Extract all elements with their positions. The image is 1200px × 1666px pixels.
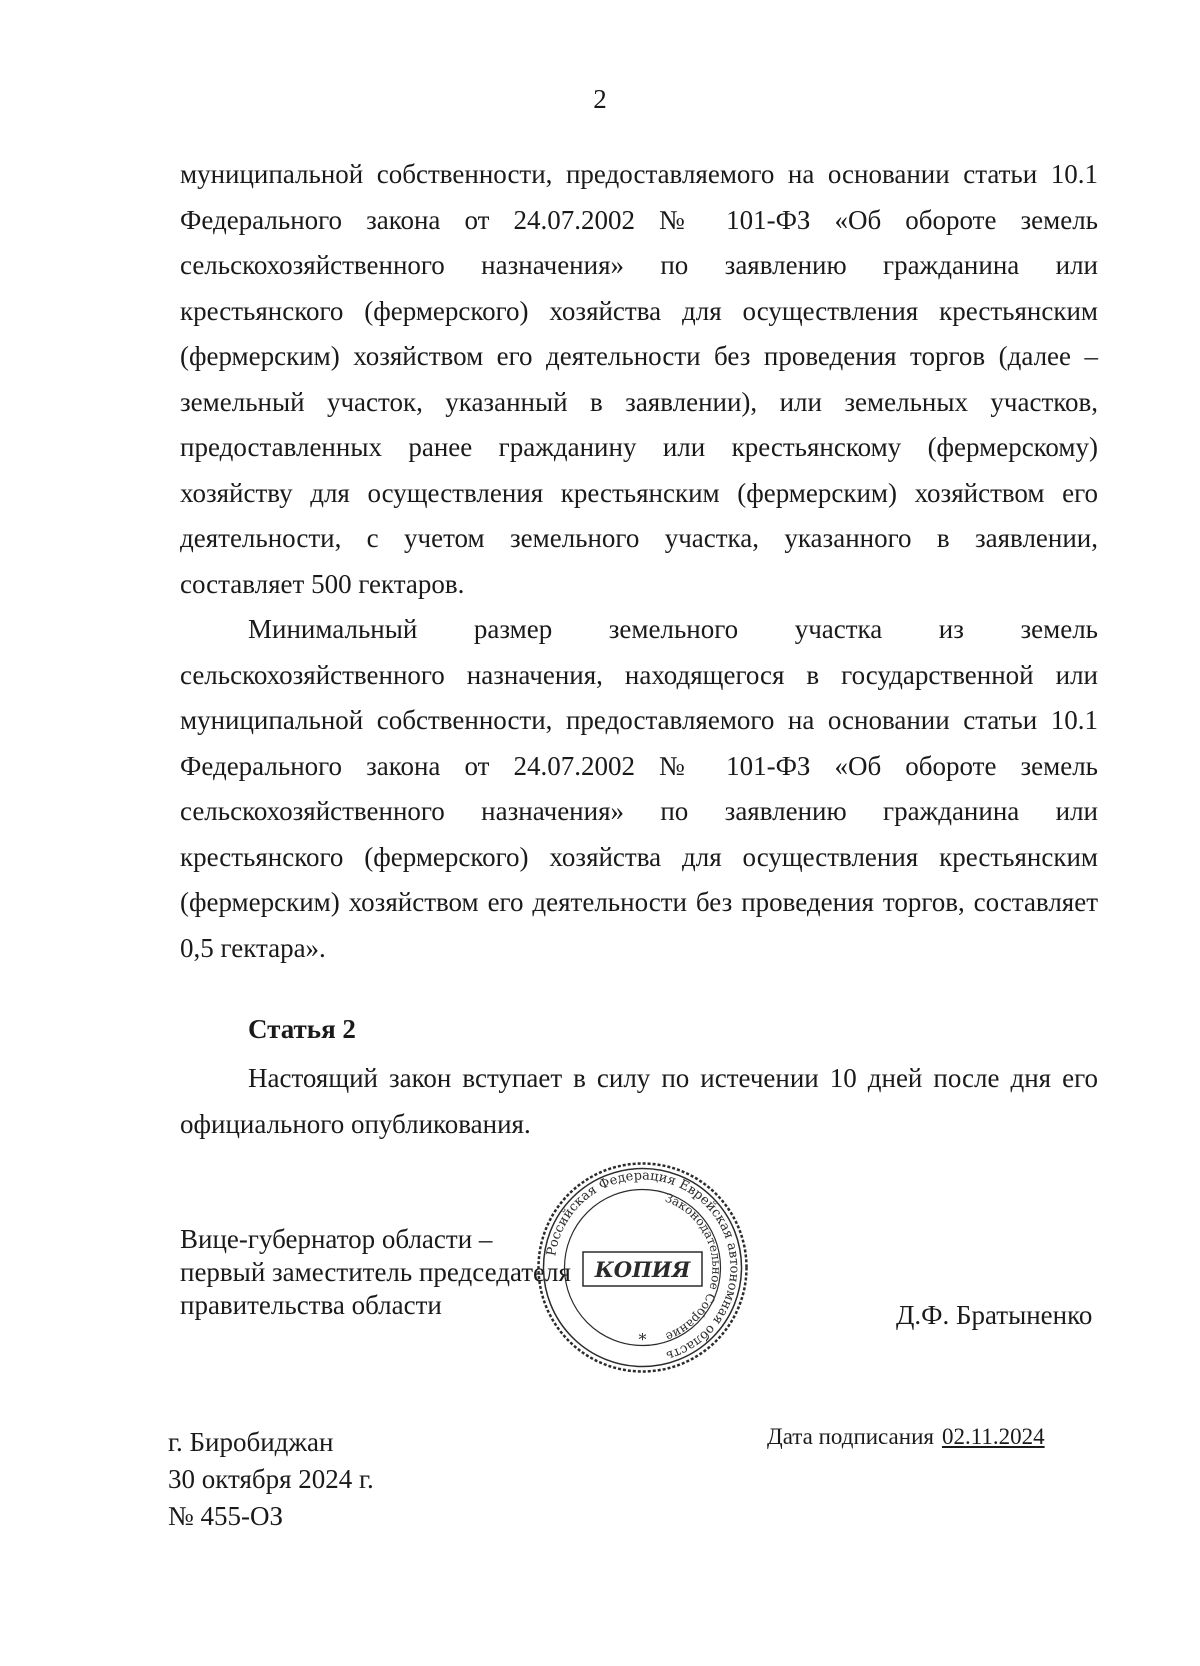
seal-inner-text: Законодательное Собрание bbox=[663, 1190, 724, 1345]
signer-title-line: первый заместитель председателя bbox=[180, 1257, 571, 1287]
signer-name: Д.Ф. Братыненко bbox=[896, 1300, 1093, 1330]
law-number: № 455-ОЗ bbox=[168, 1501, 284, 1531]
article-heading: Статья 2 bbox=[248, 1014, 356, 1044]
seal-star: * bbox=[638, 1330, 647, 1349]
paragraph-minimum-size: Минимальный размер земельного участка из земель сельскохозяйственного назначения, находящегося в государственной или муниципальной собственности, предоставляемого на основании статьи 10.1 Федерального закона от 24.07.2002 № 101-ФЗ «Об обороте земель сельскохозяйственного назначения» по заявлению гражданина или крестьянского (фермерского) хозяйства для осуществления крестьянским (фермерским) хозяйством его деятельности без проведения торгов, составляет 0,5 гектара». bbox=[180, 614, 1098, 963]
signer-title-line: правительства области bbox=[180, 1290, 442, 1320]
signer-title-line: Вице-губернатор области – bbox=[180, 1224, 493, 1254]
city: г. Биробиджан bbox=[168, 1427, 334, 1457]
signing-date-label: Дата подписания bbox=[767, 1424, 934, 1449]
adoption-date: 30 октября 2024 г. bbox=[168, 1464, 374, 1494]
signer-title bbox=[180, 1223, 571, 1322]
seal-ring-text: Российская Федерация Еврейская автономная область bbox=[544, 1168, 742, 1363]
place-and-date-block bbox=[168, 1424, 374, 1535]
signing-date-value: 02.11.2024 bbox=[941, 1424, 1045, 1449]
seal-center-text: КОПИЯ bbox=[594, 1257, 691, 1282]
paragraph-continued: муниципальной собственности, предоставляемого на основании статьи 10.1 Федерального закона от 24.07.2002 № 101-ФЗ «Об обороте земель сельскохозяйственного назначения» по заявлению гражданина или крестьянского (фермерского) хозяйства для осуществления крестьянским (фермерским) хозяйством его деятельности без проведения торгов (далее – земельный участок, указанный в заявлении), или земельных участков, предоставленных ранее гражданину или крестьянскому (фермерскому) хозяйству для осуществления крестьянским (фермерским) хозяйством его деятельности, с учетом земельного участка, указанного в заявлении, составляет 500 гектаров. bbox=[180, 159, 1098, 599]
paragraph-entry-into-force: Настоящий закон вступает в силу по истечении 10 дней после дня его официального опубликования. bbox=[180, 1063, 1098, 1139]
official-seal-stamp bbox=[535, 1160, 750, 1375]
signing-date bbox=[767, 1424, 1045, 1450]
page-number: 2 bbox=[593, 84, 607, 114]
